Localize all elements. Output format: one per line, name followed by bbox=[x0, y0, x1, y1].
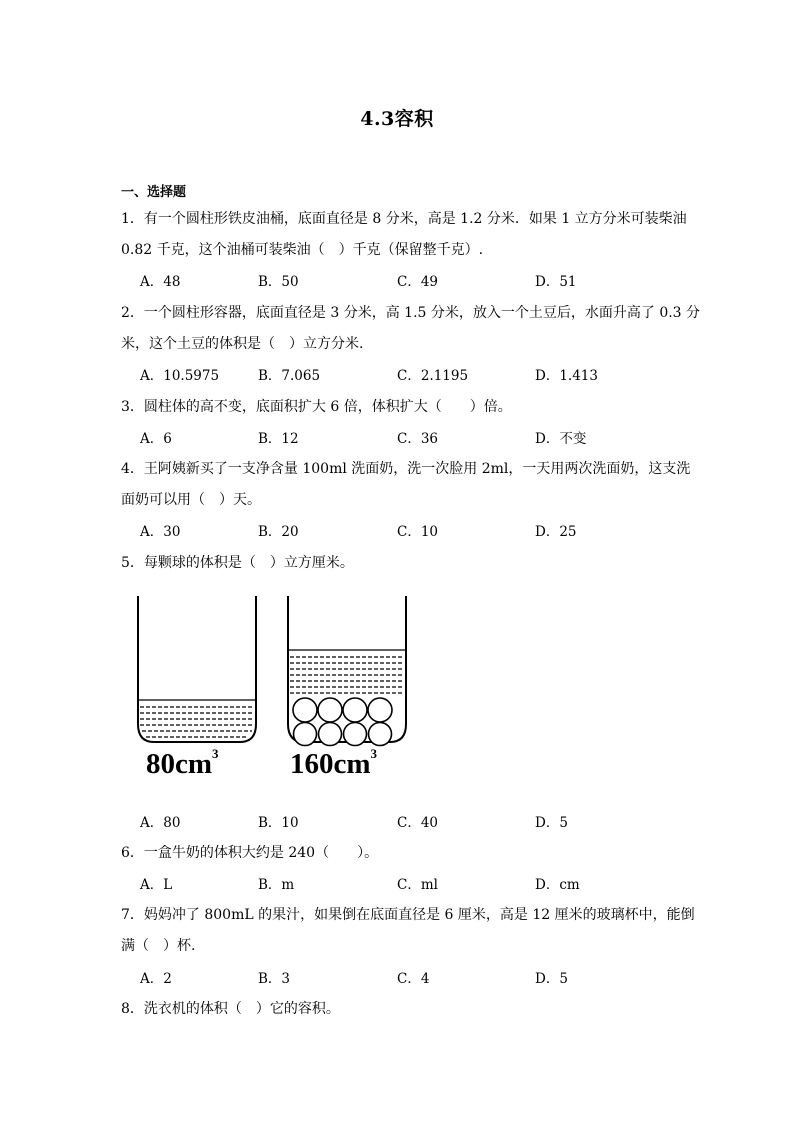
question-7-option-d[interactable]: D．5 bbox=[535, 971, 568, 987]
left-beaker-water bbox=[138, 700, 256, 737]
question-3-option-c[interactable]: C．36 bbox=[397, 431, 439, 447]
question-4-line-2: 面奶可以用（ ）天。 bbox=[121, 492, 261, 508]
question-5-options bbox=[0, 811, 794, 831]
section-heading: 一、选择题 bbox=[121, 185, 187, 200]
question-7-option-a[interactable]: A．2 bbox=[140, 971, 172, 987]
page-title: 4.3容积 bbox=[360, 108, 434, 130]
balls bbox=[293, 698, 392, 746]
question-1-line-2: 0.82 千克，这个油桶可装柴油（ ）千克（保留整千克）. bbox=[121, 242, 484, 258]
question-8-line-1: 8．洗衣机的体积（ ）它的容积。 bbox=[121, 1001, 340, 1017]
question-7-option-c[interactable]: C．4 bbox=[397, 971, 430, 987]
question-4-option-c[interactable]: C．10 bbox=[397, 524, 439, 540]
question-6-option-d[interactable]: D．cm bbox=[535, 877, 580, 893]
question-3-option-b[interactable]: B．12 bbox=[258, 431, 299, 447]
question-1-option-c[interactable]: C．49 bbox=[397, 274, 439, 290]
question-5-line-1: 5．每颗球的体积是（ ）立方厘米。 bbox=[121, 555, 354, 571]
question-2-line-2: 米，这个土豆的体积是（ ）立方分米. bbox=[121, 336, 364, 352]
question-1-option-b[interactable]: B．50 bbox=[258, 274, 299, 290]
question-7-options bbox=[0, 967, 794, 987]
question-6-option-a[interactable]: A．L bbox=[140, 877, 173, 893]
left-beaker bbox=[138, 596, 256, 742]
question-2-option-c[interactable]: C．2.1195 bbox=[397, 368, 469, 384]
question-6-line-1: 6．一盒牛奶的体积大约是 240（ ）。 bbox=[121, 845, 379, 861]
question-7-option-b[interactable]: B．3 bbox=[258, 971, 291, 987]
question-7-line-2: 满（ ）杯. bbox=[121, 938, 196, 954]
question-4-option-b[interactable]: B．20 bbox=[258, 524, 299, 540]
question-2-line-1: 2．一个圆柱形容器，底面直径是 3 分米，高 1.5 分米，放入一个土豆后，水面升高了 0.3 分 bbox=[121, 305, 701, 321]
question-1-option-a[interactable]: A．48 bbox=[140, 274, 181, 290]
question-3-option-d[interactable]: D．不变 bbox=[535, 431, 587, 447]
beakers-illustration bbox=[132, 592, 422, 752]
right-beaker-water bbox=[288, 650, 406, 693]
question-1-line-1: 1．有一个圆柱形铁皮油桶，底面直径是 8 分米，高是 1.2 分米．如果 1 立方分米可装柴油 bbox=[121, 211, 687, 227]
question-5-option-c[interactable]: C．40 bbox=[397, 815, 439, 831]
question-1-option-d[interactable]: D．51 bbox=[535, 274, 577, 290]
question-1-options bbox=[0, 270, 794, 290]
question-6-option-c[interactable]: C．ml bbox=[397, 877, 438, 893]
question-4-line-1: 4．王阿姨新买了一支净含量 100ml 洗面奶，洗一次脸用 2ml，一天用两次洗面奶，这支洗 bbox=[121, 461, 691, 477]
question-4-option-d[interactable]: D．25 bbox=[535, 524, 577, 540]
right-volume-label: $160cm^3$ bbox=[290, 746, 378, 780]
question-6-options bbox=[0, 873, 794, 893]
question-2-option-a[interactable]: A．10.5975 bbox=[140, 368, 220, 384]
question-4-option-a[interactable]: A．30 bbox=[140, 524, 181, 540]
question-6-option-b[interactable]: B．m bbox=[258, 877, 295, 893]
left-volume-label: $80cm^3$ bbox=[146, 746, 219, 780]
question-5-option-a[interactable]: A．80 bbox=[140, 815, 181, 831]
question-3-option-a[interactable]: A．6 bbox=[140, 431, 172, 447]
beaker-figure bbox=[132, 592, 422, 802]
question-3-options bbox=[0, 427, 794, 447]
question-2-options bbox=[0, 364, 794, 384]
question-3-line-1: 3．圆柱体的高不变，底面积扩大 6 倍，体积扩大（ ）倍。 bbox=[121, 399, 512, 415]
question-5-option-d[interactable]: D．5 bbox=[535, 815, 568, 831]
question-2-option-d[interactable]: D．1.413 bbox=[535, 368, 598, 384]
question-5-option-b[interactable]: B．10 bbox=[258, 815, 299, 831]
question-2-option-b[interactable]: B．7.065 bbox=[258, 368, 321, 384]
question-7-line-1: 7．妈妈冲了 800mL 的果汁，如果倒在底面直径是 6 厘米，高是 12 厘米的玻璃杯中，能倒 bbox=[121, 907, 695, 923]
question-4-options bbox=[0, 520, 794, 540]
